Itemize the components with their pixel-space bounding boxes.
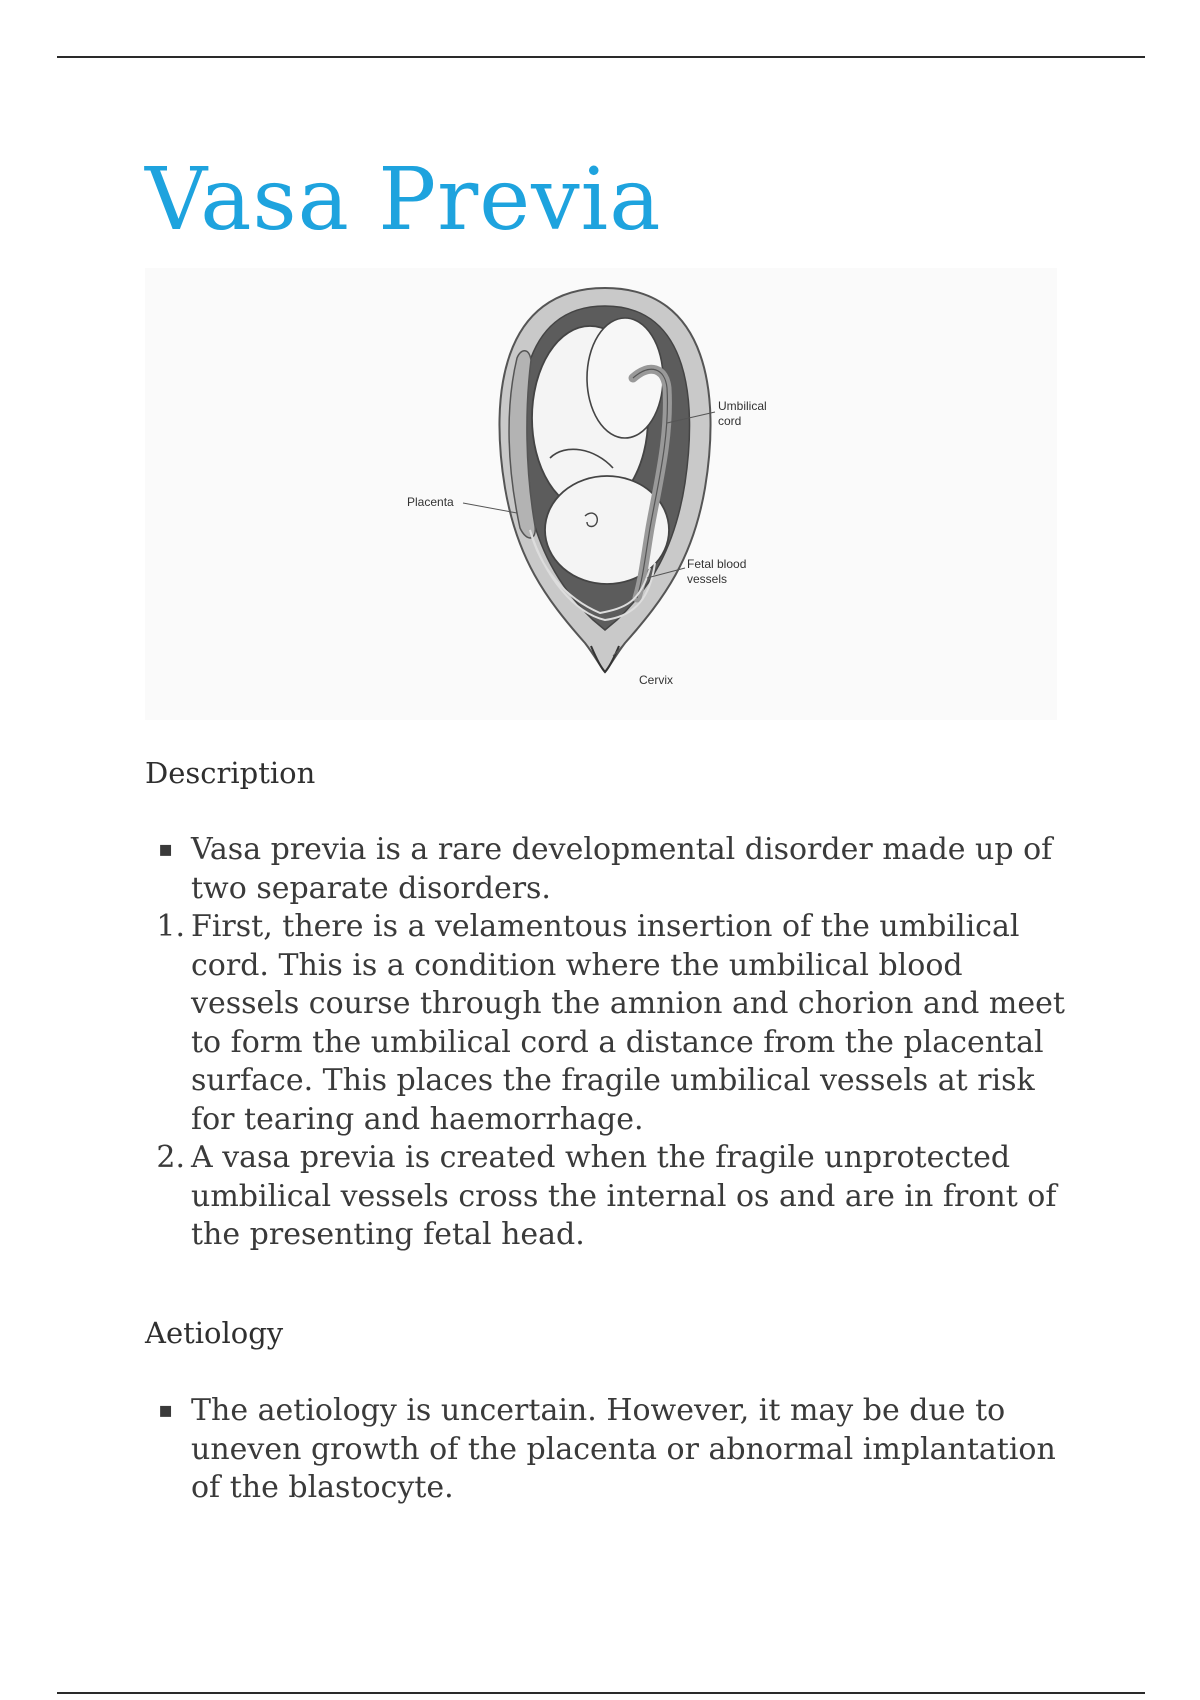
aetiology-item xyxy=(145,1392,1075,1508)
page-title: Vasa Previa xyxy=(145,150,662,250)
description-heading: Description xyxy=(145,756,316,790)
description-item xyxy=(145,831,1075,908)
label-fetal-blood-vessels-line1: Fetal blood xyxy=(687,557,747,571)
bottom-rule xyxy=(57,1692,1145,1694)
description-item-text: Vasa previa is a rare developmental disorder made up of two separate disorders. xyxy=(191,832,1053,906)
vasa-previa-illustration xyxy=(145,268,1057,720)
top-rule xyxy=(57,56,1145,58)
description-list xyxy=(145,831,1075,1255)
description-item xyxy=(145,908,1075,1139)
bullet-marker: ▪ xyxy=(158,1398,173,1423)
aetiology-heading: Aetiology xyxy=(145,1316,284,1350)
description-item xyxy=(145,1139,1075,1255)
description-item-text: First, there is a velamentous insertion of the umbilical cord. This is a condition where the umbilical blood vessels course through the amnion and chorion and meet to form the umbilical cord a distance from the placental surface. This places the fragile umbilical vessels at risk for tearing and haemorrhage. xyxy=(191,909,1065,1137)
bullet-marker: ▪ xyxy=(158,837,173,862)
label-umbilical-cord-line2: cord xyxy=(718,414,742,428)
aetiology-item-text: The aetiology is uncertain. However, it may be due to uneven growth of the placenta or abnormal implantation of the blastocyte. xyxy=(191,1393,1056,1505)
aetiology-list xyxy=(145,1392,1075,1508)
label-cervix: Cervix xyxy=(639,673,674,687)
fetus-legs xyxy=(587,318,663,438)
label-placenta: Placenta xyxy=(407,495,454,509)
label-fetal-blood-vessels-line2: vessels xyxy=(687,572,728,586)
number-marker: 2. xyxy=(156,1140,185,1175)
description-item-text: A vasa previa is created when the fragile unprotected umbilical vessels cross the internal os and are in front of the presenting fetal head. xyxy=(191,1140,1057,1252)
label-umbilical-cord-line1: Umbilical xyxy=(718,399,767,413)
number-marker: 1. xyxy=(156,909,185,944)
